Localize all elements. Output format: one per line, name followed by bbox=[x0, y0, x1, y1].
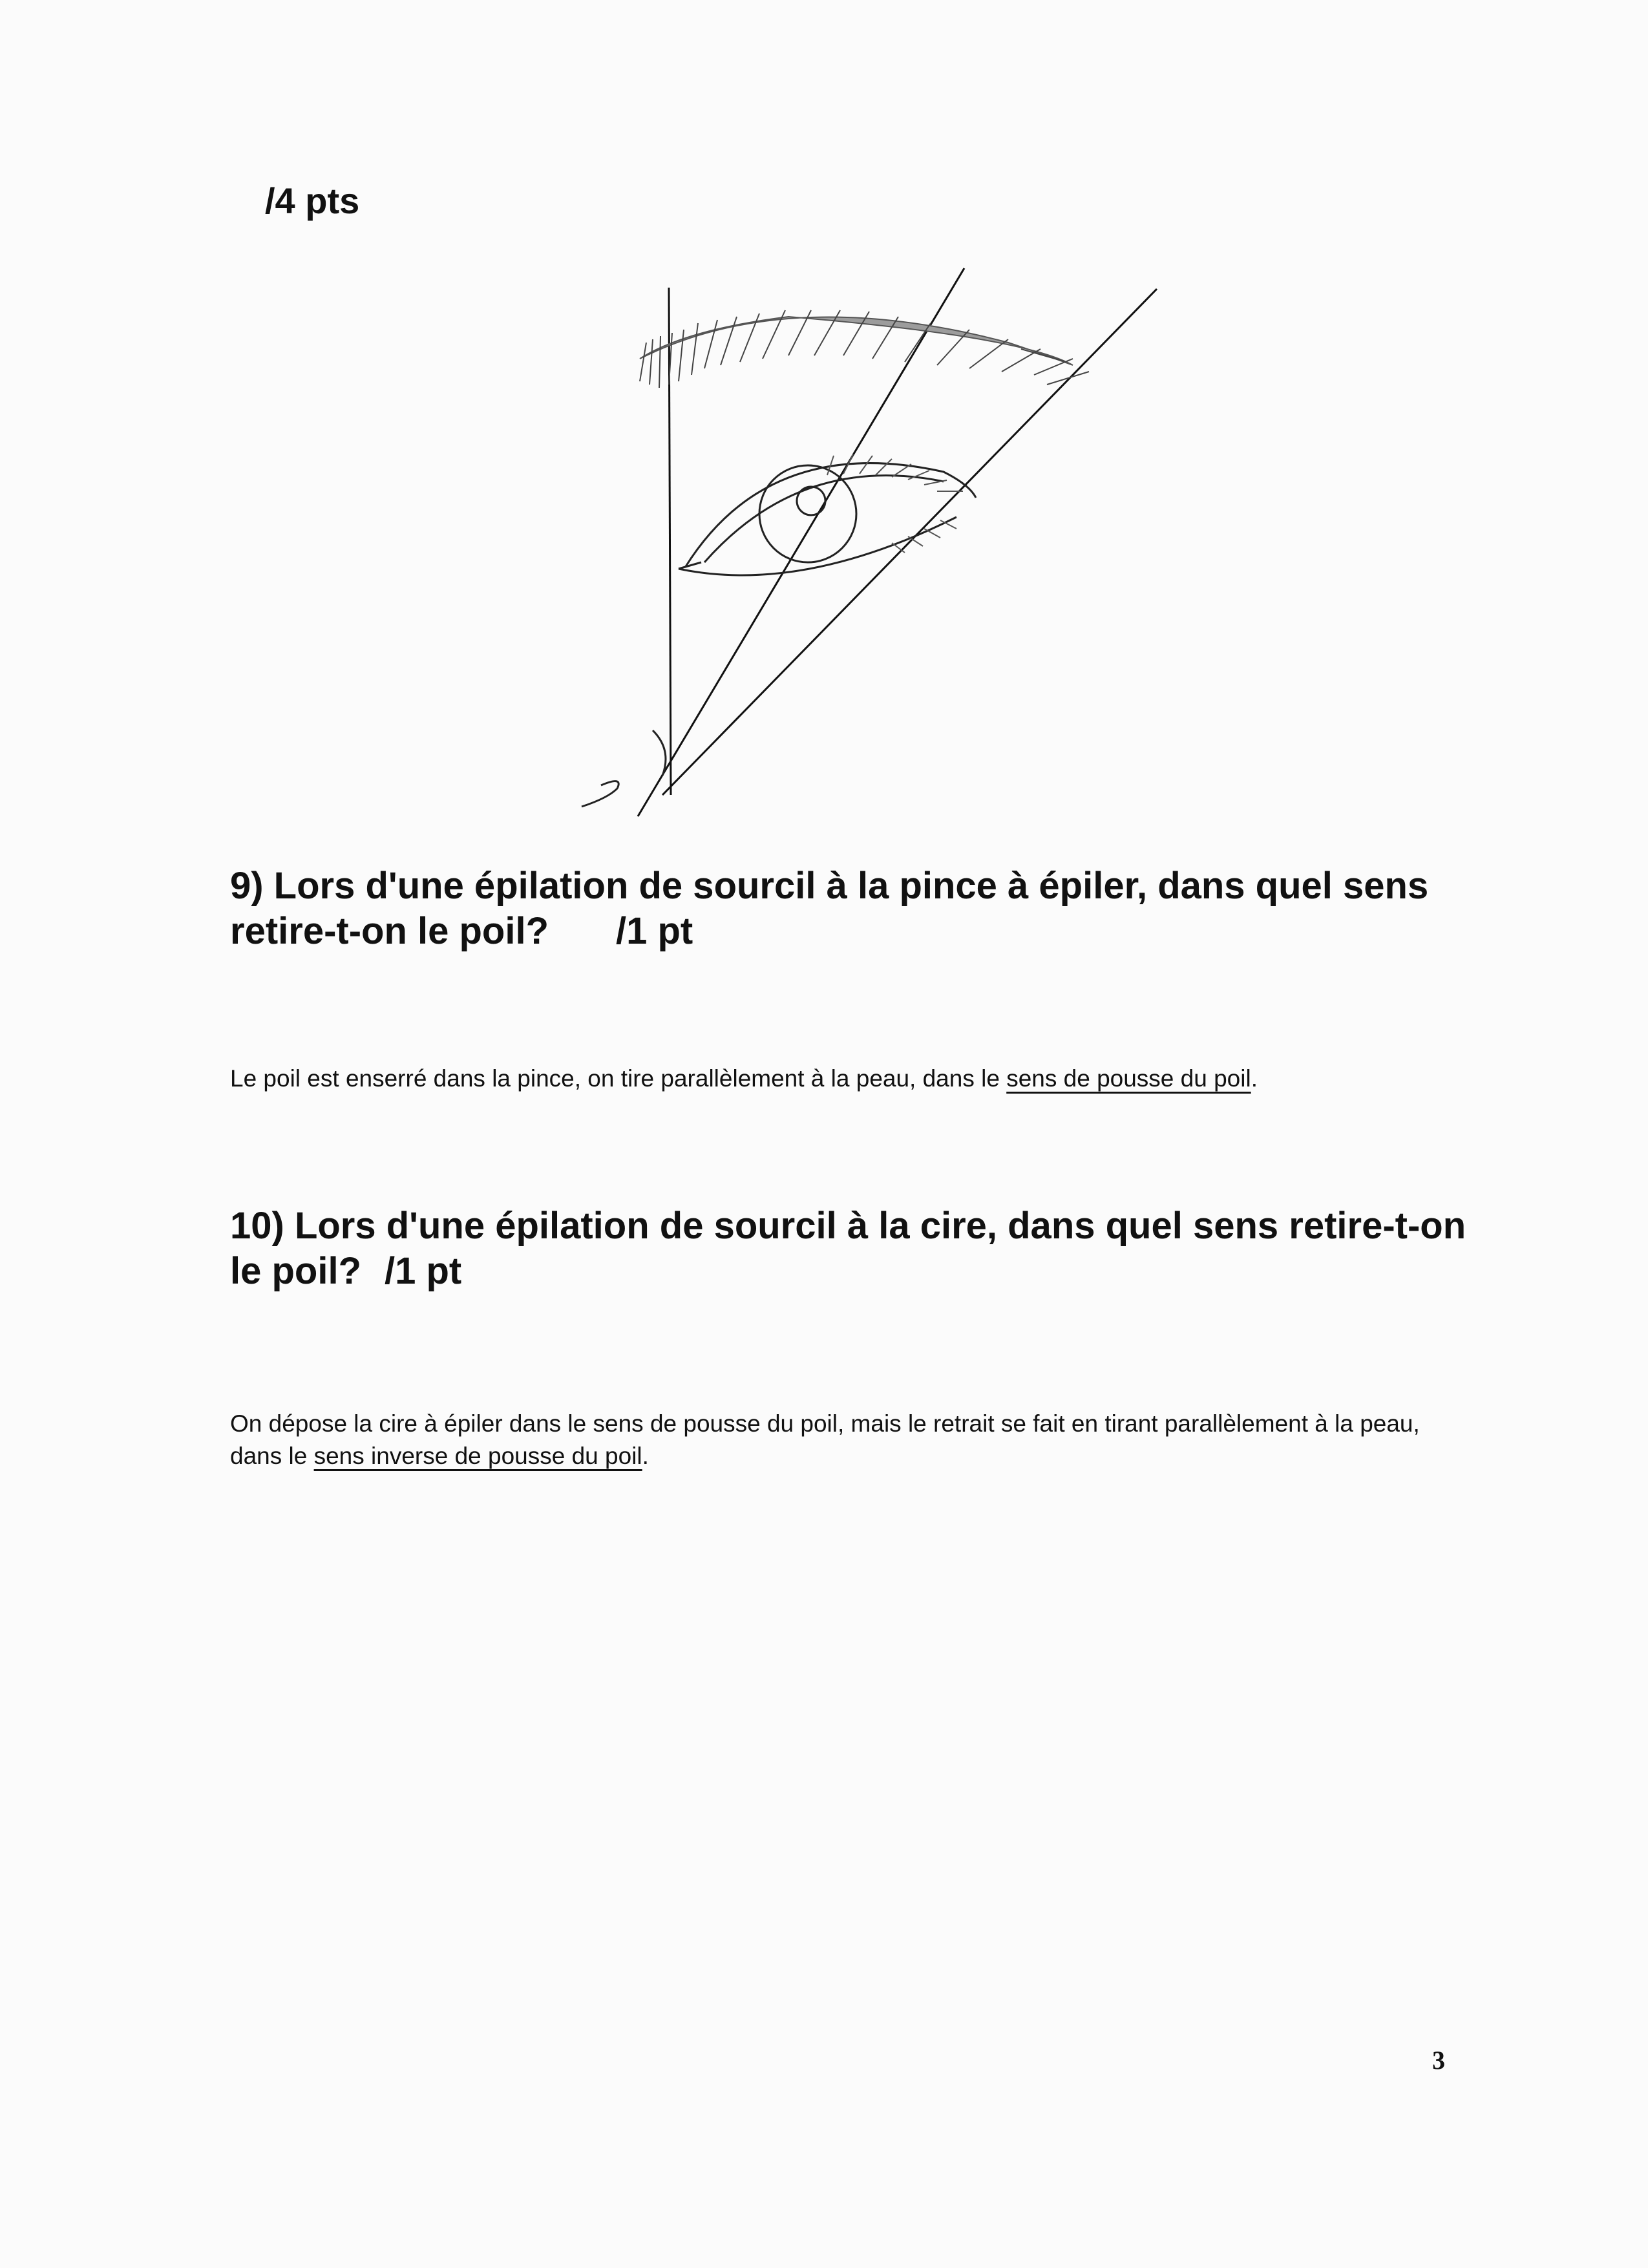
guide-lines bbox=[638, 268, 1157, 816]
answer-9-text: Le poil est enserré dans la pince, on tire parallèlement à la peau, dans le bbox=[230, 1065, 1007, 1092]
question-9-points: /1 pt bbox=[616, 910, 693, 952]
question-10 bbox=[230, 1203, 1471, 1294]
eye-drawing bbox=[679, 454, 976, 575]
answer-9-end: . bbox=[1251, 1065, 1258, 1092]
eyelid-crease bbox=[704, 476, 944, 562]
eyebrow-eye-diagram bbox=[556, 259, 1176, 827]
section-points: /4 pts bbox=[265, 180, 360, 221]
answer-10-underlined: sens inverse de pousse du poil bbox=[313, 1443, 642, 1469]
outer-guide-line bbox=[662, 289, 1157, 795]
answer-10 bbox=[230, 1408, 1458, 1472]
nose-bridge bbox=[653, 730, 666, 776]
answer-10-end: . bbox=[642, 1443, 649, 1469]
middle-guide-line bbox=[638, 268, 964, 816]
nose-outline bbox=[582, 781, 618, 807]
eyebrow-drawing bbox=[640, 310, 1089, 388]
answer-9-underlined: sens de pousse du poil bbox=[1006, 1065, 1251, 1092]
page-number: 3 bbox=[1432, 2046, 1445, 2075]
question-9-text: 9) Lors d'une épilation de sourcil à la pince à épiler, dans quel sens retire-t-on le poil? bbox=[230, 865, 1429, 952]
question-10-points: /1 pt bbox=[385, 1250, 462, 1292]
question-9 bbox=[230, 864, 1471, 954]
question-10-text: 10) Lors d'une épilation de sourcil à la cire, dans quel sens retire-t-on le poil? bbox=[230, 1205, 1466, 1292]
answer-10-text: On dépose la cire à épiler dans le sens de pousse du poil, mais le retrait se fait en tirant parallèlement à la peau, dans le bbox=[230, 1410, 1420, 1469]
answer-9 bbox=[230, 1063, 1458, 1095]
pupil-highlight bbox=[797, 487, 825, 515]
